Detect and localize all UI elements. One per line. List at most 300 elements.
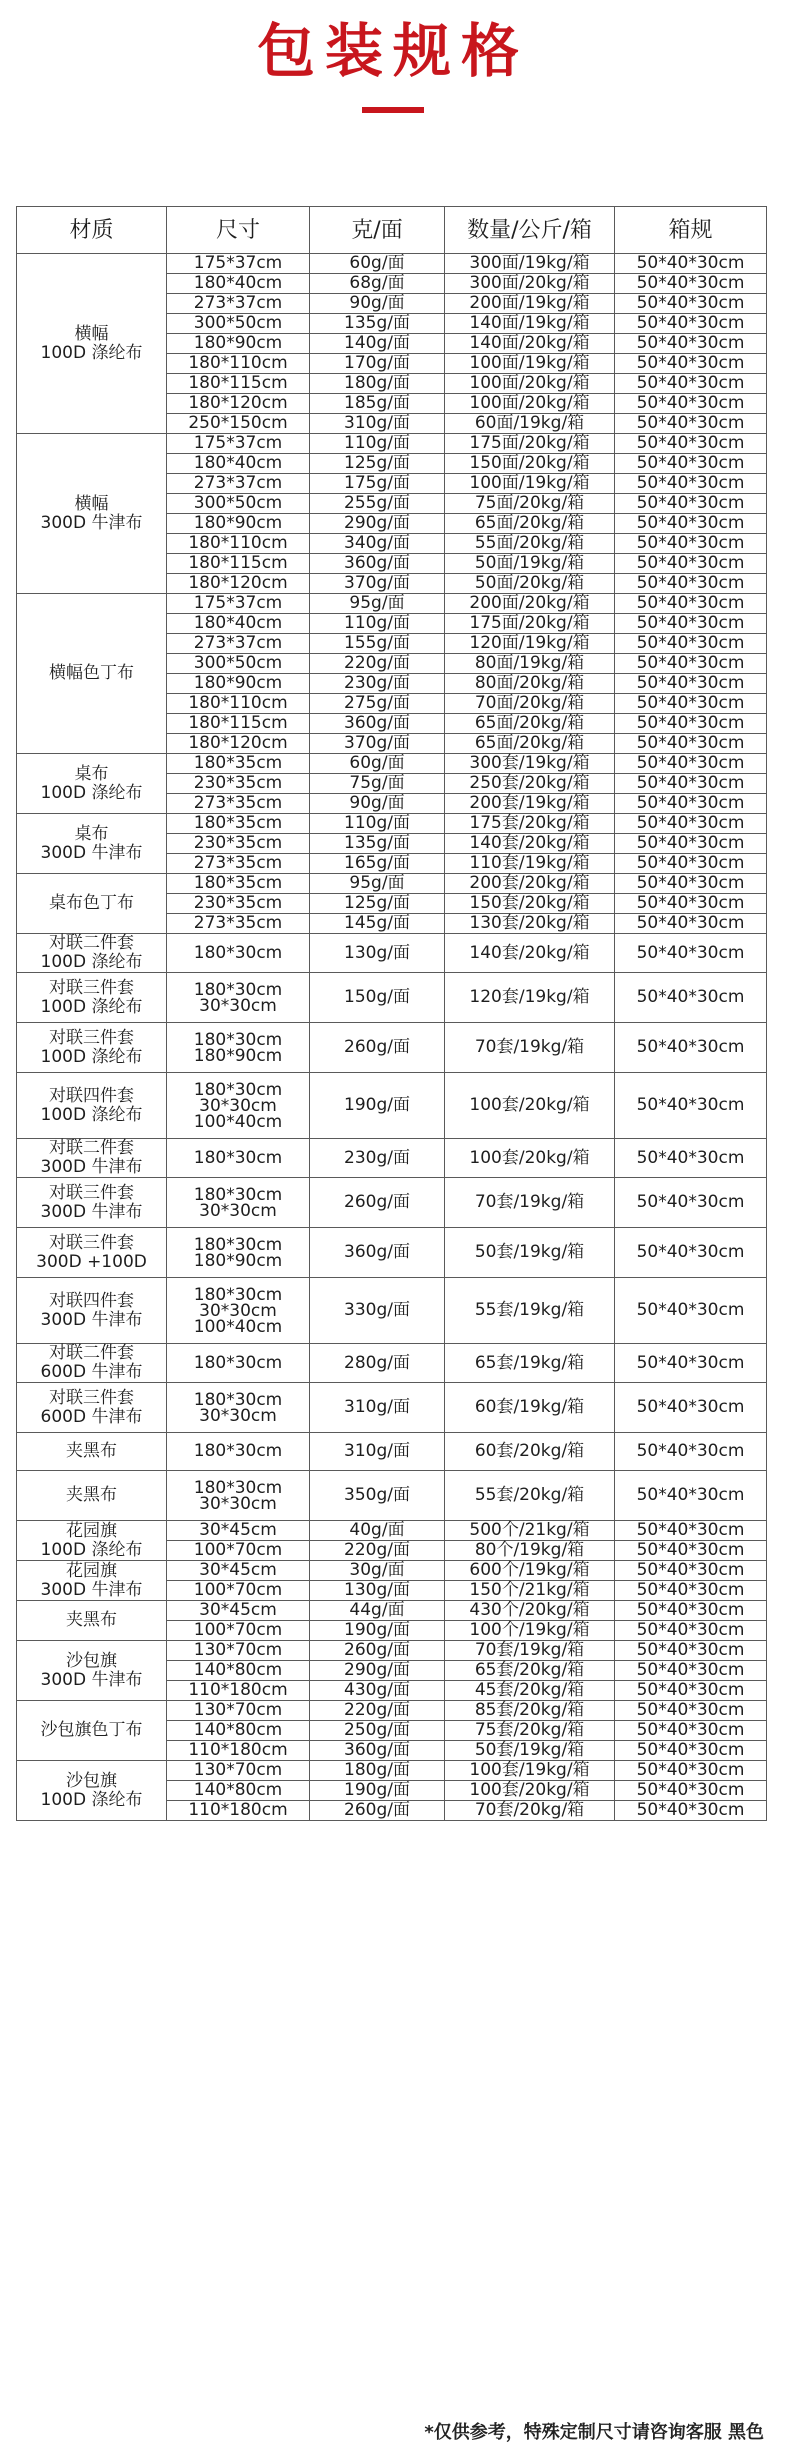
weight-cell: 90g/面 xyxy=(310,794,445,814)
box-size-cell: 50*40*30cm xyxy=(615,934,767,973)
box-size-cell: 50*40*30cm xyxy=(615,1521,767,1541)
quantity-cell: 200套/19kg/箱 xyxy=(445,794,615,814)
quantity-cell: 100套/20kg/箱 xyxy=(445,1139,615,1178)
table-row xyxy=(17,1278,767,1344)
weight-cell: 110g/面 xyxy=(310,814,445,834)
material-cell xyxy=(17,1601,167,1641)
size-line: 180*35cm xyxy=(193,813,283,833)
box-size-cell: 50*40*30cm xyxy=(615,1073,767,1139)
table-row xyxy=(17,1433,767,1471)
weight-cell: 60g/面 xyxy=(310,254,445,274)
weight-cell: 250g/面 xyxy=(310,1721,445,1741)
weight-cell: 340g/面 xyxy=(310,534,445,554)
weight-cell: 230g/面 xyxy=(310,674,445,694)
size-line: 180*90cm xyxy=(193,513,283,533)
quantity-cell: 100面/19kg/箱 xyxy=(445,354,615,374)
size-line: 180*30cm xyxy=(193,979,283,1000)
header-box: 箱规 xyxy=(615,207,767,254)
material-line: 对联三件套 xyxy=(49,1182,134,1203)
weight-cell: 185g/面 xyxy=(310,394,445,414)
size-cell xyxy=(167,694,310,714)
size-line: 230*35cm xyxy=(193,893,283,913)
quantity-cell: 110套/19kg/箱 xyxy=(445,854,615,874)
material-line: 300D 牛津布 xyxy=(40,842,143,863)
box-size-cell: 50*40*30cm xyxy=(615,454,767,474)
quantity-cell: 65面/20kg/箱 xyxy=(445,714,615,734)
size-cell xyxy=(167,434,310,454)
quantity-cell: 45套/20kg/箱 xyxy=(445,1681,615,1701)
quantity-cell: 70套/19kg/箱 xyxy=(445,1023,615,1073)
size-cell xyxy=(167,634,310,654)
size-cell xyxy=(167,754,310,774)
weight-cell: 350g/面 xyxy=(310,1471,445,1521)
size-cell xyxy=(167,594,310,614)
size-cell xyxy=(167,1701,310,1721)
size-line: 180*30cm xyxy=(193,1234,283,1255)
size-line: 300*50cm xyxy=(193,653,283,673)
quantity-cell: 50套/19kg/箱 xyxy=(445,1741,615,1761)
size-cell xyxy=(167,394,310,414)
box-size-cell: 50*40*30cm xyxy=(615,1561,767,1581)
table-row xyxy=(17,1601,767,1621)
footnote: *仅供参考，特殊定制尺寸请咨询客服 黑色 xyxy=(424,2422,764,2443)
quantity-cell: 75套/20kg/箱 xyxy=(445,1721,615,1741)
quantity-cell: 100面/20kg/箱 xyxy=(445,374,615,394)
size-line: 140*80cm xyxy=(193,1660,283,1680)
material-line: 600D 牛津布 xyxy=(40,1406,143,1427)
material-line: 300D 牛津布 xyxy=(40,512,143,533)
size-line: 230*35cm xyxy=(193,773,283,793)
table-row xyxy=(17,934,767,973)
size-cell xyxy=(167,614,310,634)
box-size-cell: 50*40*30cm xyxy=(615,1433,767,1471)
quantity-cell: 140面/20kg/箱 xyxy=(445,334,615,354)
size-cell xyxy=(167,374,310,394)
quantity-cell: 65面/20kg/箱 xyxy=(445,514,615,534)
quantity-cell: 200面/20kg/箱 xyxy=(445,594,615,614)
table-header-row xyxy=(17,207,767,254)
size-line: 180*90cm xyxy=(193,673,283,693)
box-size-cell: 50*40*30cm xyxy=(615,874,767,894)
weight-cell: 170g/面 xyxy=(310,354,445,374)
material-line: 100D 涤纶布 xyxy=(40,996,143,1017)
table-row xyxy=(17,1344,767,1383)
material-line: 横幅色丁布 xyxy=(49,663,134,683)
quantity-cell: 80面/19kg/箱 xyxy=(445,654,615,674)
weight-cell: 110g/面 xyxy=(310,434,445,454)
box-size-cell: 50*40*30cm xyxy=(615,1681,767,1701)
size-cell xyxy=(167,574,310,594)
size-cell xyxy=(167,1344,310,1383)
material-line: 夹黑布 xyxy=(66,1441,117,1461)
weight-cell: 360g/面 xyxy=(310,554,445,574)
material-line: 桌布 xyxy=(74,823,109,844)
box-size-cell: 50*40*30cm xyxy=(615,1023,767,1073)
size-cell xyxy=(167,1521,310,1541)
box-size-cell: 50*40*30cm xyxy=(615,1383,767,1433)
quantity-cell: 300面/19kg/箱 xyxy=(445,254,615,274)
weight-cell: 125g/面 xyxy=(310,454,445,474)
weight-cell: 290g/面 xyxy=(310,1661,445,1681)
size-line: 180*30cm xyxy=(193,1147,283,1168)
material-line: 对联二件套 xyxy=(49,1343,134,1363)
material-line: 100D 涤纶布 xyxy=(40,952,143,972)
box-size-cell: 50*40*30cm xyxy=(615,1661,767,1681)
size-line: 273*35cm xyxy=(193,913,283,933)
material-line: 对联四件套 xyxy=(49,1290,134,1311)
size-cell xyxy=(167,654,310,674)
weight-cell: 275g/面 xyxy=(310,694,445,714)
material-line: 对联二件套 xyxy=(49,933,134,953)
size-line: 273*37cm xyxy=(193,473,283,493)
box-size-cell: 50*40*30cm xyxy=(615,414,767,434)
weight-cell: 130g/面 xyxy=(310,1581,445,1601)
material-line: 沙包旗 xyxy=(66,1770,117,1791)
material-line: 夹黑布 xyxy=(66,1485,117,1505)
quantity-cell: 150套/20kg/箱 xyxy=(445,894,615,914)
size-cell xyxy=(167,1621,310,1641)
quantity-cell: 100套/20kg/箱 xyxy=(445,1781,615,1801)
weight-cell: 190g/面 xyxy=(310,1621,445,1641)
size-line: 180*35cm xyxy=(193,873,283,893)
size-cell xyxy=(167,1741,310,1761)
material-cell xyxy=(17,1761,167,1821)
box-size-cell: 50*40*30cm xyxy=(615,834,767,854)
size-line: 175*37cm xyxy=(193,433,283,453)
weight-cell: 360g/面 xyxy=(310,1228,445,1278)
box-size-cell: 50*40*30cm xyxy=(615,694,767,714)
size-cell xyxy=(167,1228,310,1278)
box-size-cell: 50*40*30cm xyxy=(615,1581,767,1601)
box-size-cell: 50*40*30cm xyxy=(615,1761,767,1781)
material-cell xyxy=(17,1139,167,1178)
weight-cell: 175g/面 xyxy=(310,474,445,494)
box-size-cell: 50*40*30cm xyxy=(615,614,767,634)
box-size-cell: 50*40*30cm xyxy=(615,1701,767,1721)
size-line: 100*70cm xyxy=(193,1540,283,1560)
table-row xyxy=(17,1561,767,1581)
material-line: 100D 涤纶布 xyxy=(40,782,143,803)
table-row xyxy=(17,1641,767,1661)
table-row xyxy=(17,1383,767,1433)
weight-cell: 330g/面 xyxy=(310,1278,445,1344)
weight-cell: 155g/面 xyxy=(310,634,445,654)
size-cell xyxy=(167,1471,310,1521)
weight-cell: 135g/面 xyxy=(310,834,445,854)
size-cell xyxy=(167,874,310,894)
size-line: 180*30cm xyxy=(193,1184,283,1205)
size-line: 180*30cm xyxy=(193,942,283,963)
material-cell xyxy=(17,1641,167,1701)
weight-cell: 180g/面 xyxy=(310,1761,445,1781)
box-size-cell: 50*40*30cm xyxy=(615,574,767,594)
weight-cell: 68g/面 xyxy=(310,274,445,294)
size-cell xyxy=(167,1139,310,1178)
size-line: 30*30cm xyxy=(199,1200,277,1221)
material-line: 300D +100D xyxy=(36,1251,147,1272)
table-row xyxy=(17,1178,767,1228)
box-size-cell: 50*40*30cm xyxy=(615,554,767,574)
quantity-cell: 85套/20kg/箱 xyxy=(445,1701,615,1721)
quantity-cell: 200套/20kg/箱 xyxy=(445,874,615,894)
size-cell xyxy=(167,1601,310,1621)
quantity-cell: 100个/19kg/箱 xyxy=(445,1621,615,1641)
quantity-cell: 60面/19kg/箱 xyxy=(445,414,615,434)
material-cell xyxy=(17,1073,167,1139)
size-line: 100*40cm xyxy=(193,1316,283,1337)
weight-cell: 370g/面 xyxy=(310,574,445,594)
box-size-cell: 50*40*30cm xyxy=(615,474,767,494)
size-line: 180*90cm xyxy=(193,1250,283,1271)
material-cell xyxy=(17,434,167,594)
material-cell xyxy=(17,874,167,934)
box-size-cell: 50*40*30cm xyxy=(615,814,767,834)
box-size-cell: 50*40*30cm xyxy=(615,394,767,414)
box-size-cell: 50*40*30cm xyxy=(615,894,767,914)
size-cell xyxy=(167,454,310,474)
quantity-cell: 55套/20kg/箱 xyxy=(445,1471,615,1521)
size-cell xyxy=(167,294,310,314)
size-line: 30*45cm xyxy=(199,1600,277,1620)
box-size-cell: 50*40*30cm xyxy=(615,274,767,294)
size-cell xyxy=(167,1661,310,1681)
quantity-cell: 70面/20kg/箱 xyxy=(445,694,615,714)
material-line: 600D 牛津布 xyxy=(40,1362,143,1382)
size-line: 100*70cm xyxy=(193,1580,283,1600)
material-cell xyxy=(17,594,167,754)
weight-cell: 60g/面 xyxy=(310,754,445,774)
table-row xyxy=(17,754,767,774)
box-size-cell: 50*40*30cm xyxy=(615,1344,767,1383)
quantity-cell: 50面/20kg/箱 xyxy=(445,574,615,594)
size-cell xyxy=(167,734,310,754)
material-line: 沙包旗色丁布 xyxy=(40,1720,143,1740)
table-row xyxy=(17,1073,767,1139)
size-line: 180*115cm xyxy=(188,553,288,573)
table-row xyxy=(17,973,767,1023)
quantity-cell: 75面/20kg/箱 xyxy=(445,494,615,514)
size-line: 130*70cm xyxy=(193,1700,283,1720)
size-cell xyxy=(167,1073,310,1139)
size-line: 180*30cm xyxy=(193,1441,283,1461)
box-size-cell: 50*40*30cm xyxy=(615,1228,767,1278)
size-cell xyxy=(167,774,310,794)
box-size-cell: 50*40*30cm xyxy=(615,734,767,754)
quantity-cell: 100面/20kg/箱 xyxy=(445,394,615,414)
table-row xyxy=(17,1521,767,1541)
quantity-cell: 140套/20kg/箱 xyxy=(445,834,615,854)
size-cell xyxy=(167,914,310,934)
box-size-cell: 50*40*30cm xyxy=(615,1621,767,1641)
quantity-cell: 55面/20kg/箱 xyxy=(445,534,615,554)
table-row xyxy=(17,594,767,614)
box-size-cell: 50*40*30cm xyxy=(615,1601,767,1621)
weight-cell: 90g/面 xyxy=(310,294,445,314)
box-size-cell: 50*40*30cm xyxy=(615,634,767,654)
header-material: 材质 xyxy=(17,207,167,254)
size-cell xyxy=(167,1781,310,1801)
size-line: 300*50cm xyxy=(193,493,283,513)
size-line: 180*120cm xyxy=(188,733,288,753)
weight-cell: 180g/面 xyxy=(310,374,445,394)
material-line: 100D 涤纶布 xyxy=(40,342,143,363)
size-line: 180*40cm xyxy=(193,273,283,293)
material-line: 夹黑布 xyxy=(66,1610,117,1630)
page-title: 包装规格 xyxy=(256,17,529,85)
box-size-cell: 50*40*30cm xyxy=(615,754,767,774)
size-line: 110*180cm xyxy=(188,1680,288,1700)
quantity-cell: 150面/20kg/箱 xyxy=(445,454,615,474)
table-row xyxy=(17,434,767,454)
size-line: 110*180cm xyxy=(188,1800,288,1820)
weight-cell: 370g/面 xyxy=(310,734,445,754)
size-line: 180*120cm xyxy=(188,573,288,593)
weight-cell: 135g/面 xyxy=(310,314,445,334)
packing-spec-table xyxy=(16,206,767,1821)
size-line: 140*80cm xyxy=(193,1780,283,1800)
size-line: 180*110cm xyxy=(188,693,288,713)
table-row xyxy=(17,254,767,274)
material-line: 300D 牛津布 xyxy=(40,1201,143,1222)
size-cell xyxy=(167,554,310,574)
weight-cell: 310g/面 xyxy=(310,414,445,434)
weight-cell: 360g/面 xyxy=(310,714,445,734)
weight-cell: 360g/面 xyxy=(310,1741,445,1761)
material-cell xyxy=(17,1561,167,1601)
material-cell xyxy=(17,1228,167,1278)
table-row xyxy=(17,1471,767,1521)
size-line: 180*30cm xyxy=(193,1477,283,1498)
size-cell xyxy=(167,414,310,434)
quantity-cell: 70套/19kg/箱 xyxy=(445,1178,615,1228)
size-line: 180*30cm xyxy=(193,1389,283,1410)
material-cell xyxy=(17,934,167,973)
size-cell xyxy=(167,1561,310,1581)
weight-cell: 44g/面 xyxy=(310,1601,445,1621)
material-line: 300D 牛津布 xyxy=(40,1669,143,1690)
quantity-cell: 70套/20kg/箱 xyxy=(445,1801,615,1821)
material-line: 横幅 xyxy=(74,493,109,514)
table-body xyxy=(17,254,767,1821)
size-line: 273*35cm xyxy=(193,793,283,813)
size-cell xyxy=(167,934,310,973)
box-size-cell: 50*40*30cm xyxy=(615,973,767,1023)
weight-cell: 130g/面 xyxy=(310,934,445,973)
weight-cell: 145g/面 xyxy=(310,914,445,934)
size-line: 180*30cm xyxy=(193,1079,283,1100)
size-line: 273*37cm xyxy=(193,633,283,653)
size-line: 180*110cm xyxy=(188,533,288,553)
weight-cell: 95g/面 xyxy=(310,594,445,614)
box-size-cell: 50*40*30cm xyxy=(615,854,767,874)
size-line: 130*70cm xyxy=(193,1760,283,1780)
weight-cell: 165g/面 xyxy=(310,854,445,874)
quantity-cell: 80面/20kg/箱 xyxy=(445,674,615,694)
box-size-cell: 50*40*30cm xyxy=(615,1178,767,1228)
size-cell xyxy=(167,494,310,514)
quantity-cell: 100套/19kg/箱 xyxy=(445,1761,615,1781)
size-line: 30*45cm xyxy=(199,1520,277,1540)
material-cell xyxy=(17,1278,167,1344)
box-size-cell: 50*40*30cm xyxy=(615,254,767,274)
box-size-cell: 50*40*30cm xyxy=(615,514,767,534)
size-cell xyxy=(167,314,310,334)
size-cell xyxy=(167,1681,310,1701)
weight-cell: 260g/面 xyxy=(310,1641,445,1661)
weight-cell: 220g/面 xyxy=(310,1541,445,1561)
table-row xyxy=(17,1139,767,1178)
size-line: 130*70cm xyxy=(193,1640,283,1660)
material-cell xyxy=(17,1178,167,1228)
size-cell xyxy=(167,1433,310,1471)
weight-cell: 260g/面 xyxy=(310,1801,445,1821)
size-line: 175*37cm xyxy=(193,593,283,613)
size-line: 180*30cm xyxy=(193,1029,283,1050)
material-line: 对联四件套 xyxy=(49,1085,134,1106)
size-cell xyxy=(167,894,310,914)
quantity-cell: 300套/19kg/箱 xyxy=(445,754,615,774)
weight-cell: 280g/面 xyxy=(310,1344,445,1383)
quantity-cell: 175套/20kg/箱 xyxy=(445,814,615,834)
table-row xyxy=(17,1761,767,1781)
weight-cell: 190g/面 xyxy=(310,1781,445,1801)
material-cell xyxy=(17,1521,167,1561)
size-cell xyxy=(167,1278,310,1344)
weight-cell: 220g/面 xyxy=(310,654,445,674)
box-size-cell: 50*40*30cm xyxy=(615,1721,767,1741)
size-line: 273*35cm xyxy=(193,853,283,873)
box-size-cell: 50*40*30cm xyxy=(615,334,767,354)
size-cell xyxy=(167,674,310,694)
quantity-cell: 175面/20kg/箱 xyxy=(445,434,615,454)
size-cell xyxy=(167,973,310,1023)
quantity-cell: 140面/19kg/箱 xyxy=(445,314,615,334)
size-line: 30*30cm xyxy=(199,1493,277,1514)
size-cell xyxy=(167,1541,310,1561)
size-cell xyxy=(167,254,310,274)
size-line: 180*90cm xyxy=(193,333,283,353)
material-cell xyxy=(17,1023,167,1073)
size-cell xyxy=(167,474,310,494)
weight-cell: 430g/面 xyxy=(310,1681,445,1701)
size-line: 30*45cm xyxy=(199,1560,277,1580)
material-line: 对联三件套 xyxy=(49,1027,134,1048)
header-size: 尺寸 xyxy=(167,207,310,254)
size-line: 180*35cm xyxy=(193,753,283,773)
quantity-cell: 300面/20kg/箱 xyxy=(445,274,615,294)
quantity-cell: 50套/19kg/箱 xyxy=(445,1228,615,1278)
quantity-cell: 70套/19kg/箱 xyxy=(445,1641,615,1661)
size-cell xyxy=(167,714,310,734)
quantity-cell: 65套/20kg/箱 xyxy=(445,1661,615,1681)
quantity-cell: 65面/20kg/箱 xyxy=(445,734,615,754)
quantity-cell: 100面/19kg/箱 xyxy=(445,474,615,494)
material-line: 沙包旗 xyxy=(66,1650,117,1671)
size-cell xyxy=(167,1801,310,1821)
weight-cell: 220g/面 xyxy=(310,1701,445,1721)
box-size-cell: 50*40*30cm xyxy=(615,494,767,514)
material-line: 300D 牛津布 xyxy=(40,1157,143,1177)
weight-cell: 290g/面 xyxy=(310,514,445,534)
material-line: 对联三件套 xyxy=(49,1387,134,1408)
material-line: 桌布色丁布 xyxy=(49,893,134,913)
material-line: 对联三件套 xyxy=(49,977,134,998)
box-size-cell: 50*40*30cm xyxy=(615,1641,767,1661)
size-line: 30*30cm xyxy=(199,1300,277,1321)
material-line: 花园旗 xyxy=(66,1560,117,1581)
quantity-cell: 130套/20kg/箱 xyxy=(445,914,615,934)
size-cell xyxy=(167,1581,310,1601)
